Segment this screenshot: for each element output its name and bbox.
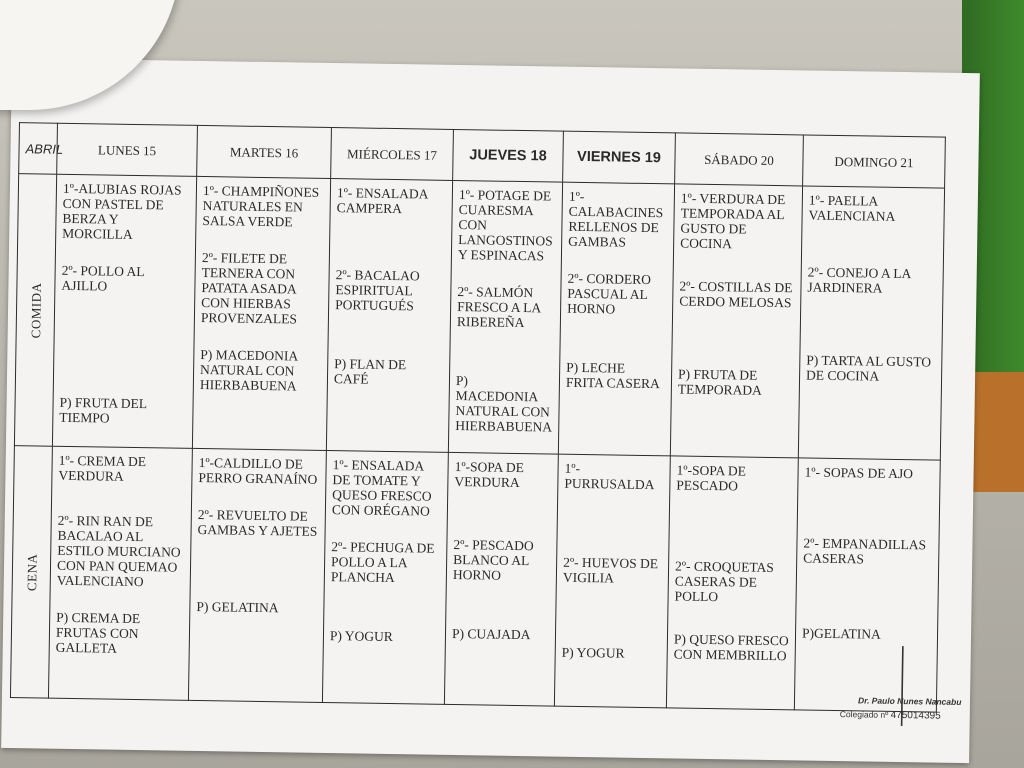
second-course: 2º- PECHUGA DE POLLO A LA PLANCHA xyxy=(330,539,435,586)
first-course: 1º-CALDILLO DE PERRO GRANAÍNO xyxy=(198,454,318,487)
second-course: 2º- HUEVOS DE VIGILIA xyxy=(562,554,659,586)
first-course: 1º-SOPA DE VERDURA xyxy=(454,459,525,491)
second-course: 2º- CONEJO A LA JARDINERA xyxy=(807,264,911,296)
cena-row xyxy=(10,446,940,713)
second-course: 2º- EMPANADILLAS CASERAS xyxy=(803,535,927,567)
comida-row xyxy=(14,174,944,461)
day-header: MIÉRCOLES 17 xyxy=(331,128,454,181)
menu-cell xyxy=(666,456,798,710)
dessert: P) YOGUR xyxy=(561,644,625,661)
dessert: P) QUESO FRESCO CON MEMBRILLO xyxy=(673,631,789,664)
day-header: JUEVES 18 xyxy=(453,129,564,182)
menu-cell xyxy=(322,450,448,704)
menu-cell xyxy=(192,176,330,450)
dessert: P) MACEDONIA NATURAL CON HIERBABUENA xyxy=(455,373,553,435)
menu-cell xyxy=(448,180,562,454)
dessert: P) FRUTA DE TEMPORADA xyxy=(677,366,763,398)
dessert: P) FRUTA DEL TIEMPO xyxy=(59,394,147,426)
second-course: 2º- BACALAO ESPIRITUAL PORTUGUÉS xyxy=(335,267,420,314)
doctor-name: Dr. Paulo Nunes Nancabu xyxy=(857,695,962,707)
menu-cell xyxy=(444,452,558,706)
menu-sheet xyxy=(1,58,980,763)
first-course: 1º- POTAGE DE CUARESMA CON LANGOSTINOS Y ESPINACAS xyxy=(457,187,553,264)
first-course: 1º- ENSALADA CAMPERA xyxy=(336,185,428,217)
first-course: 1º- VERDURA DE TEMPORADA AL GUSTO DE COCINA xyxy=(680,190,786,252)
dessert: P)GELATINA xyxy=(801,625,881,642)
first-course: 1º-SOPA DE PESCADO xyxy=(676,462,747,494)
dessert: P) MACEDONIA NATURAL CON HIERBABUENA xyxy=(199,346,298,394)
first-course: 1º- CALABACINES RELLENOS DE GAMBAS xyxy=(568,188,664,250)
first-course: 1º- ENSALADA DE TOMATE Y QUESO FRESCO CON ORÉGANO xyxy=(331,457,432,519)
menu-cell xyxy=(48,446,192,700)
first-course: 1º- CREMA DE VERDURA xyxy=(58,452,147,484)
first-course: 1º- SOPAS DE AJO xyxy=(804,464,914,482)
second-course: 2º- PESCADO BLANCO AL HORNO xyxy=(452,536,534,583)
dessert: P) TARTA AL GUSTO DE COCINA xyxy=(806,352,932,384)
day-header: LUNES 15 xyxy=(57,123,198,176)
colegiado-line xyxy=(840,709,980,722)
colegiado-label: Colegiado nº xyxy=(839,709,889,720)
menu-cell xyxy=(52,174,196,448)
weekly-menu-table xyxy=(10,122,946,712)
dessert: P) FLAN DE CAFÉ xyxy=(333,356,407,387)
second-course: 2º- CROQUETAS CASERAS DE POLLO xyxy=(674,558,774,605)
second-course: 2º- RIN RAN DE BACALAO AL ESTILO MURCIANO CON PAN QUEMAO VALENCIANO xyxy=(56,512,181,590)
meal-label-cena: CENA xyxy=(10,446,52,699)
first-course: 1º- PURRUSALDA xyxy=(564,460,655,493)
first-course: 1º-ALUBIAS ROJAS CON PASTEL DE BERZA Y MORCILLA xyxy=(62,180,182,242)
first-course: 1º- PAELLA VALENCIANA xyxy=(808,192,896,224)
day-header: VIERNES 19 xyxy=(563,131,676,184)
dessert: P) CREMA DE FRUTAS CON GALLETA xyxy=(55,609,141,656)
menu-cell xyxy=(798,186,944,460)
second-course: 2º- FILETE DE TERNERA CON PATATA ASADA CON HIERBAS PROVENZALES xyxy=(200,250,298,327)
first-course: 1º- CHAMPIÑONES NATURALES EN SALSA VERDE xyxy=(202,183,320,230)
second-course: 2º- REVUELTO DE GAMBAS Y AJETES xyxy=(197,506,318,539)
menu-cell xyxy=(188,448,326,702)
dessert: P) LECHE FRITA CASERA xyxy=(565,359,660,392)
dessert: P) YOGUR xyxy=(329,628,393,645)
month-label: ABRIL xyxy=(19,123,58,175)
day-header: MARTES 16 xyxy=(197,125,332,178)
menu-cell xyxy=(326,179,452,453)
second-course: 2º- SALMÓN FRESCO A LA RIBEREÑA xyxy=(456,284,541,331)
dessert: P) GELATINA xyxy=(196,598,279,616)
second-course: 2º- COSTILLAS DE CERDO MELOSAS xyxy=(679,278,793,311)
doctor-signature-block xyxy=(840,695,980,722)
second-course: 2º- POLLO AL AJILLO xyxy=(61,262,145,294)
menu-cell xyxy=(794,458,940,712)
menu-cell xyxy=(558,182,674,456)
menu-cell xyxy=(670,184,802,458)
meal-label-comida: COMIDA xyxy=(14,174,56,447)
second-course: 2º- CORDERO PASCUAL AL HORNO xyxy=(567,270,652,317)
day-header: DOMINGO 21 xyxy=(803,135,946,188)
dessert: P) CUAJADA xyxy=(451,625,531,643)
menu-cell xyxy=(554,454,670,708)
colegiado-number: 475014395 xyxy=(890,709,941,722)
day-header: SÁBADO 20 xyxy=(675,133,804,186)
